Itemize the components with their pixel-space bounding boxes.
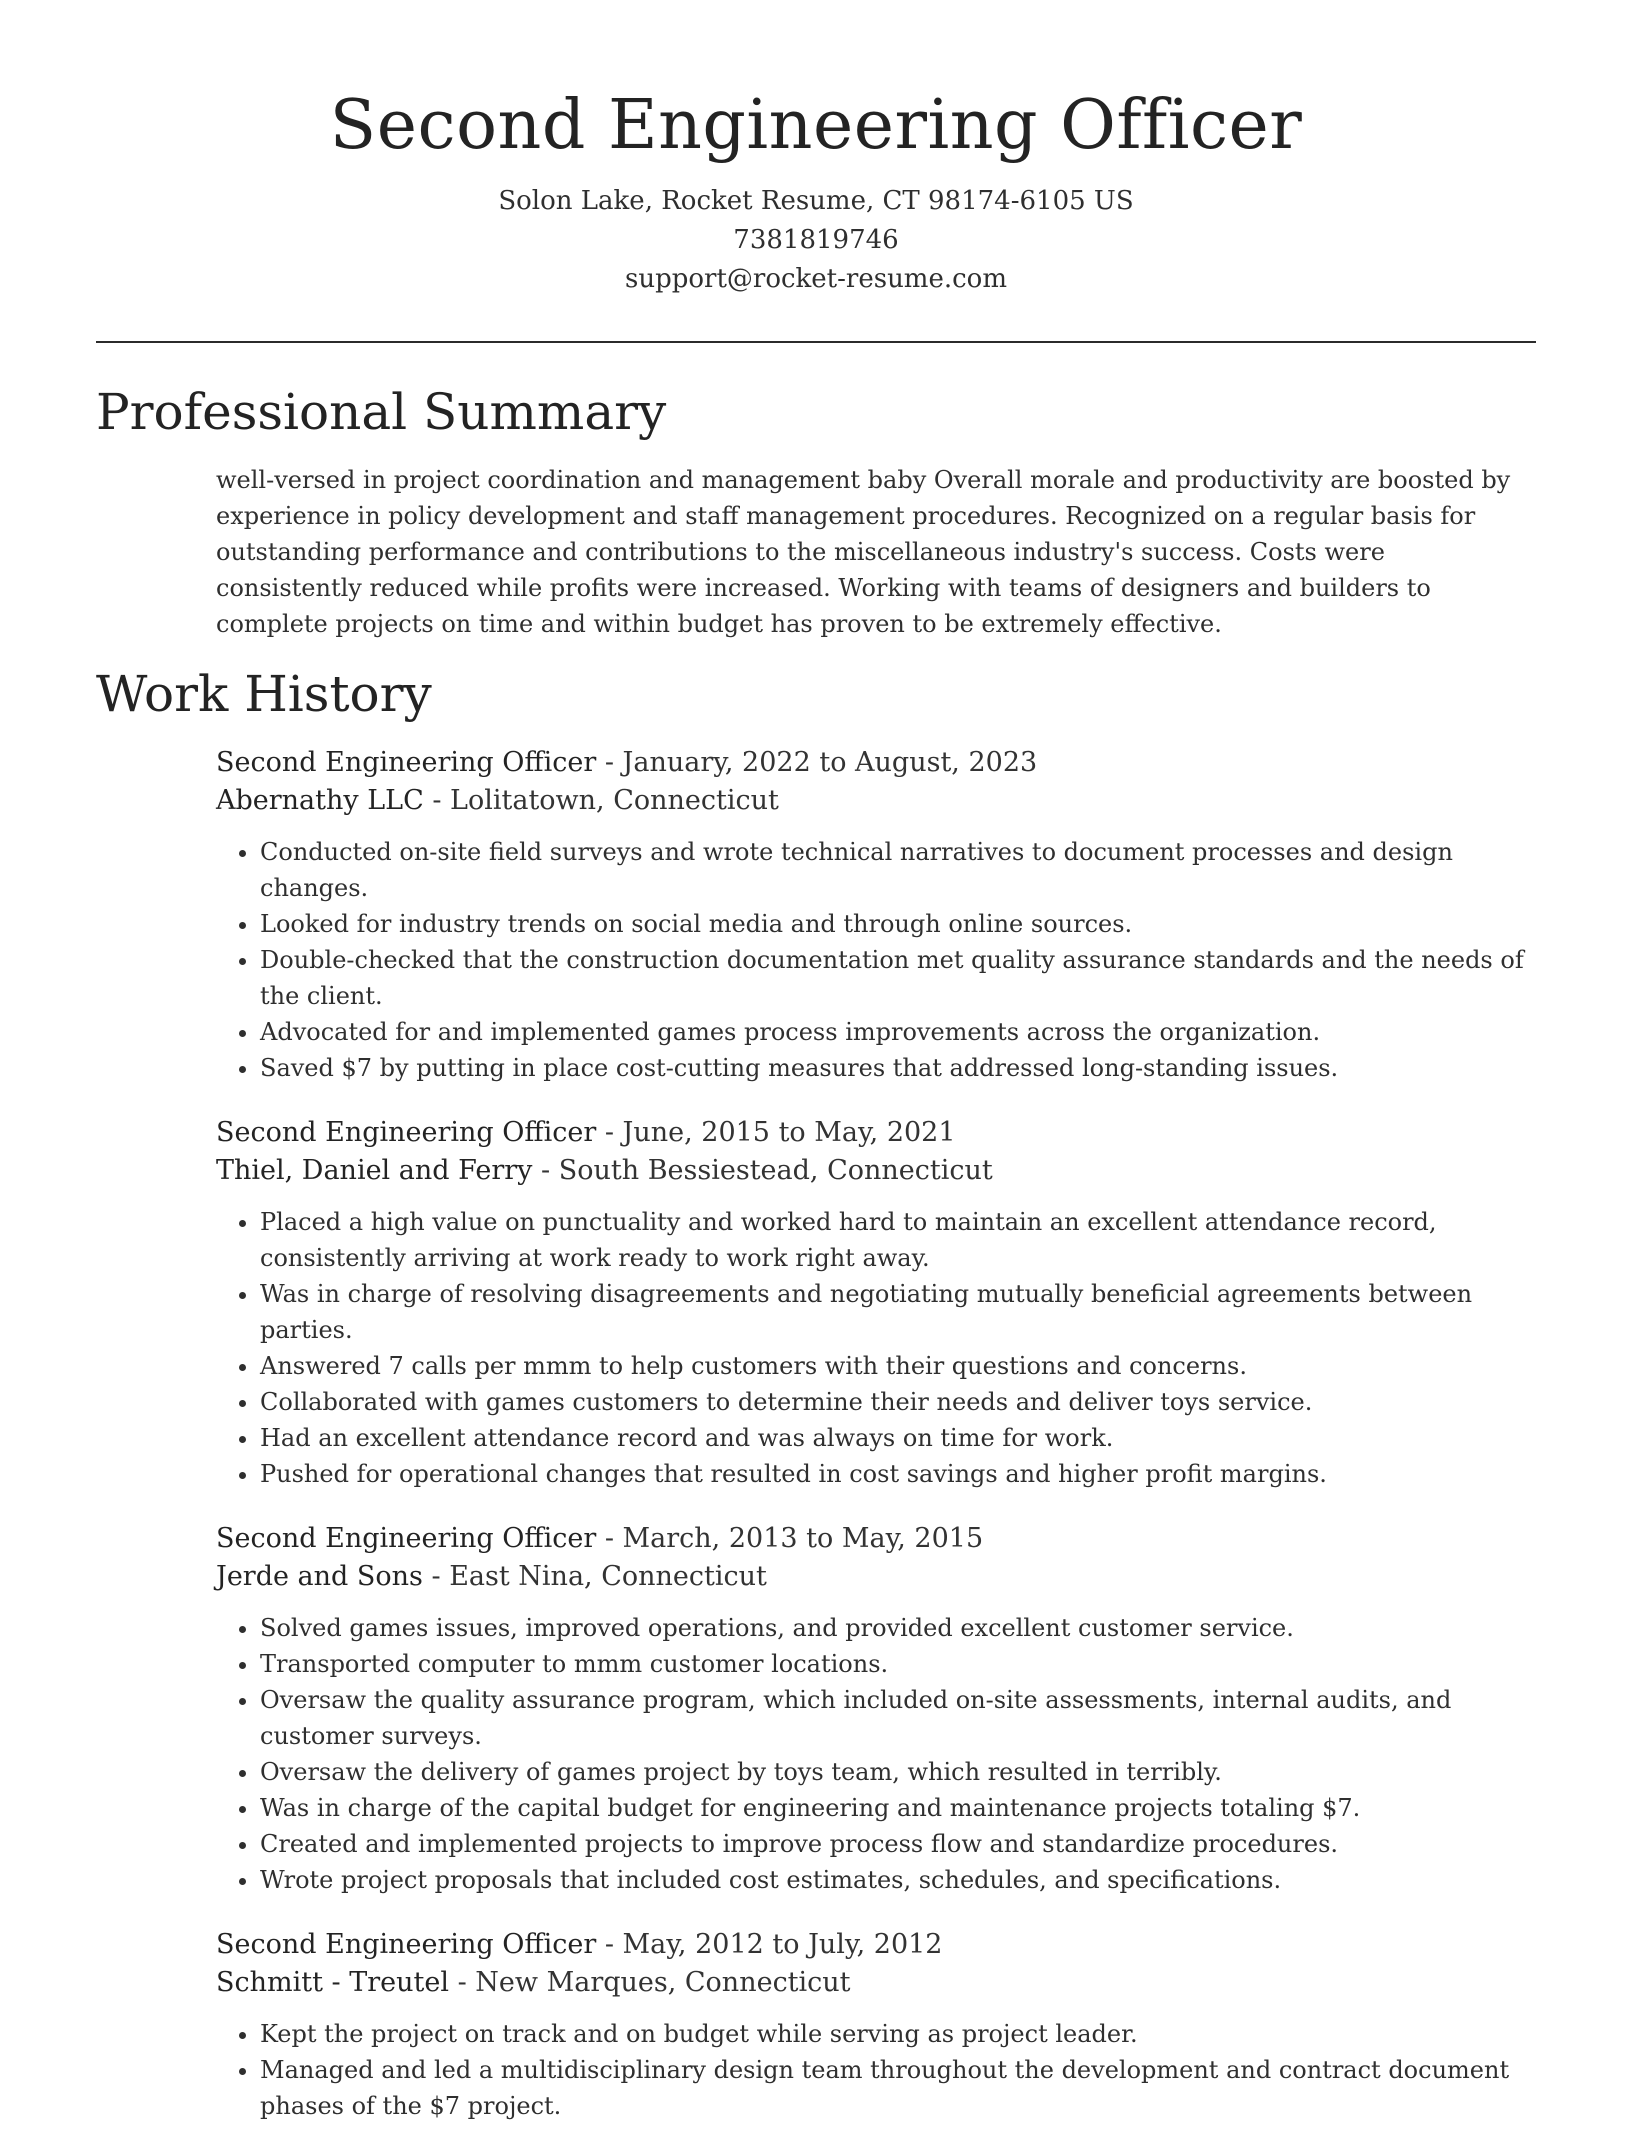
- summary-text: well-versed in project coordination and management baby Overall morale and productivity are boosted by experience in policy development and staff management procedures. Recognized on a regular basis for outstanding performance and contributions to the miscellaneous industry's success. Costs were consistently reduced while profits were increased. Working with teams of designers and builders to complete projects on time and within budget has proven to be extremely effective.: [216, 466, 1511, 638]
- job-company: Abernathy LLC: [216, 785, 424, 816]
- job-location: - South Bessiestead, Connecticut: [532, 1155, 993, 1186]
- job-bullet: • Double-checked that the construction documentation met quality assurance standards and the needs of the client.: [260, 942, 1536, 1014]
- job-bullet: • Oversaw the delivery of games project by toys team, which resulted in terribly.: [260, 1754, 1536, 1790]
- job-bullets: [216, 2016, 1536, 2124]
- job-location: - New Marques, Connecticut: [448, 1967, 851, 1998]
- job-title-line: [216, 1114, 1536, 1152]
- job-company-line: [216, 1152, 1536, 1190]
- job-bullet: • Placed a high value on punctuality and worked hard to maintain an excellent attendance record, consistently arriving at work ready to work right away.: [260, 1204, 1536, 1276]
- header-divider: [96, 341, 1536, 343]
- job-title: Second Engineering Officer: [216, 1523, 597, 1554]
- job-bullet: • Answered 7 calls per mmm to help customers with their questions and concerns.: [260, 1348, 1536, 1384]
- job-bullets: [216, 1204, 1536, 1492]
- address: Solon Lake, Rocket Resume, CT 98174-6105 US: [498, 186, 1134, 216]
- job-bullet: • Oversaw the quality assurance program, which included on-site assessments, internal audits, and customer surveys.: [260, 1682, 1536, 1754]
- job-bullet: • Solved games issues, improved operations, and provided excellent customer service.: [260, 1610, 1536, 1646]
- job-company: Thiel, Daniel and Ferry: [216, 1155, 533, 1186]
- job-title-line: [216, 744, 1536, 782]
- candidate-name: Second Engineering Officer: [329, 86, 1303, 165]
- job-title-line: [216, 1926, 1536, 1964]
- job-entry: [216, 1114, 1536, 1492]
- job-company-line: [216, 1558, 1536, 1596]
- job-bullet: • Looked for industry trends on social media and through online sources.: [260, 906, 1536, 942]
- job-bullet: • Created and implemented projects to improve process flow and standardize procedures.: [260, 1826, 1536, 1862]
- job-title: Second Engineering Officer: [216, 747, 597, 778]
- job-bullet: • Was in charge of the capital budget for engineering and maintenance projects totaling $7.: [260, 1790, 1536, 1826]
- summary-heading: Professional Summary: [96, 383, 667, 441]
- contact-info: [96, 182, 1536, 299]
- job-company: Jerde and Sons: [216, 1561, 423, 1592]
- email-address: support@rocket-resume.com: [624, 264, 1007, 294]
- job-company-line: [216, 782, 1536, 820]
- job-entry: [216, 744, 1536, 1086]
- job-dates: - January, 2022 to August, 2023: [596, 747, 1038, 778]
- job-title: Second Engineering Officer: [216, 1929, 597, 1960]
- job-company: Schmitt - Treutel: [216, 1967, 449, 1998]
- job-entry: [216, 1926, 1536, 2124]
- job-bullet: • Saved $7 by putting in place cost-cutting measures that addressed long-standing issues.: [260, 1050, 1536, 1086]
- job-title: Second Engineering Officer: [216, 1117, 597, 1148]
- job-bullets: [216, 1610, 1536, 1898]
- job-company-line: [216, 1964, 1536, 2002]
- job-dates: - May, 2012 to July, 2012: [596, 1929, 943, 1960]
- job-bullet: • Kept the project on track and on budget while serving as project leader.: [260, 2016, 1536, 2052]
- job-location: - East Nina, Connecticut: [422, 1561, 767, 1592]
- job-bullet: • Advocated for and implemented games process improvements across the organization.: [260, 1014, 1536, 1050]
- job-title-line: [216, 1520, 1536, 1558]
- job-entry: [216, 1520, 1536, 1898]
- resume-header: [96, 80, 1536, 299]
- job-bullet: • Was in charge of resolving disagreements and negotiating mutually beneficial agreements between parties.: [260, 1276, 1536, 1348]
- job-bullet: • Conducted on-site field surveys and wrote technical narratives to document processes and design changes.: [260, 834, 1536, 906]
- job-bullet: • Managed and led a multidisciplinary design team throughout the development and contract document phases of the $7 project.: [260, 2052, 1536, 2124]
- job-bullet: • Had an excellent attendance record and was always on time for work.: [260, 1420, 1536, 1456]
- job-dates: - March, 2013 to May, 2015: [596, 1523, 984, 1554]
- job-location: - Lolitatown, Connecticut: [423, 785, 779, 816]
- work-history-list: [216, 744, 1536, 2152]
- job-bullet: • Pushed for operational changes that resulted in cost savings and higher profit margins.: [260, 1456, 1536, 1492]
- phone-number: 7381819746: [733, 225, 899, 255]
- job-bullets: [216, 834, 1536, 1086]
- job-bullet: • Transported computer to mmm customer locations.: [260, 1646, 1536, 1682]
- work-history-heading: Work History: [96, 665, 432, 723]
- job-bullet: • Wrote project proposals that included cost estimates, schedules, and specifications.: [260, 1862, 1536, 1898]
- job-bullet: • Collaborated with games customers to determine their needs and deliver toys service.: [260, 1384, 1536, 1420]
- job-dates: - June, 2015 to May, 2021: [596, 1117, 956, 1148]
